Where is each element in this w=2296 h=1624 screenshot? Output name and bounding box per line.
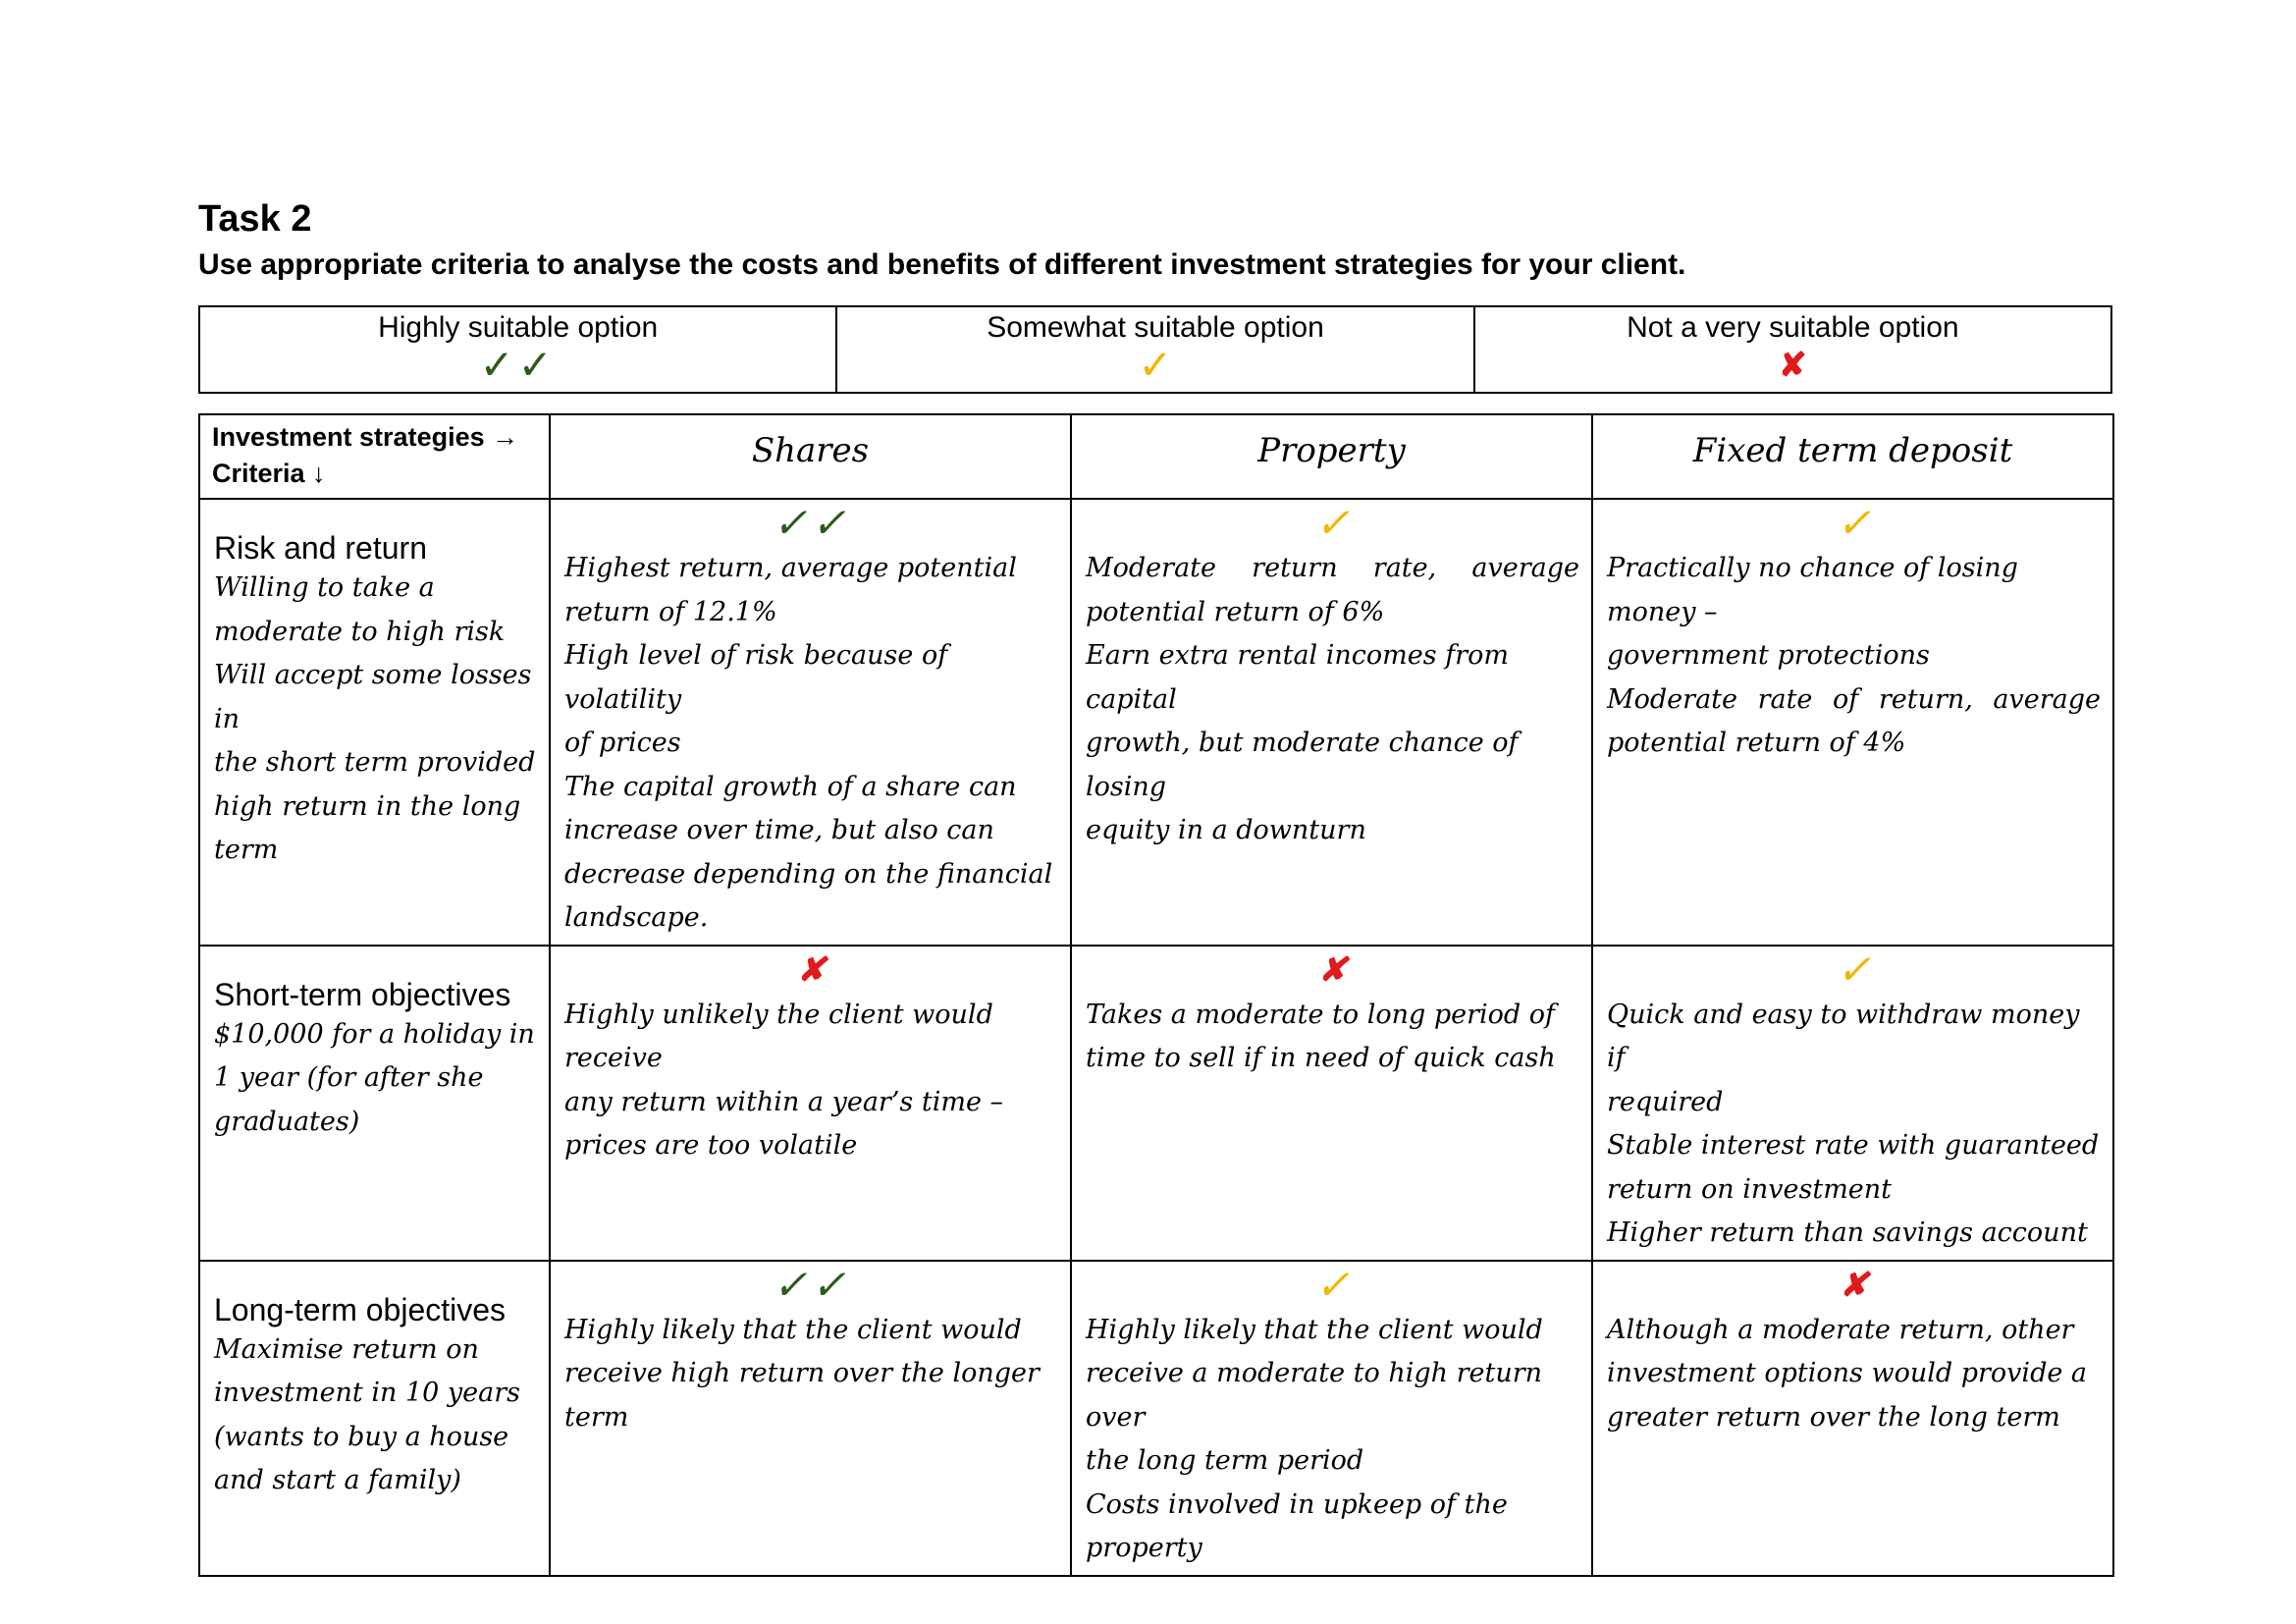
cell-text-line: The capital growth of a share can	[564, 771, 1017, 802]
criterion-description-line: Will accept some losses in	[214, 660, 532, 734]
cell-text-line: Earn extra rental incomes from capital	[1086, 640, 1509, 715]
table-row	[199, 946, 2113, 1261]
cell-text-line: Stable interest rate with guaranteed	[1607, 1130, 2100, 1161]
column-header-property: Property	[1071, 414, 1592, 499]
cell-text-line: Quick and easy to withdraw money if	[1607, 999, 2080, 1073]
legend-label: Highly suitable option	[378, 311, 659, 344]
cell-text-line: required	[1607, 1086, 1724, 1117]
legend-not-suitable	[1474, 306, 2111, 393]
cell-property-short-term	[1071, 946, 1592, 1261]
cell-text-line: potential return of 4%	[1607, 728, 1906, 758]
cell-text-line: any return within a year’s time –	[564, 1086, 1004, 1117]
cell-text-line: High level of risk because of volatility	[564, 640, 948, 715]
criterion-description-line: and start a family)	[214, 1465, 461, 1495]
check-icon: ✓	[1836, 499, 1872, 547]
cell-text-line: Although a moderate return, other	[1607, 1314, 2074, 1345]
cell-fixed-deposit-long-term	[1592, 1261, 2113, 1576]
cell-text-line: of prices	[564, 728, 681, 758]
criterion-risk-and-return	[199, 499, 550, 946]
cell-text-line: Higher return than savings account	[1607, 1218, 2088, 1248]
criterion-description-line: (wants to buy a house	[214, 1421, 509, 1452]
cell-shares-long-term	[550, 1261, 1071, 1576]
cell-property-long-term	[1071, 1261, 1592, 1576]
criterion-description-line: 1 year (for after she	[214, 1062, 484, 1093]
criterion-name: Long-term objectives	[214, 1291, 507, 1327]
cell-text-line: return on investment	[1607, 1173, 1893, 1205]
cross-icon: ✘	[797, 949, 826, 990]
double-check-icon: ✓✓	[479, 342, 557, 388]
criterion-description-line: Willing to take a	[214, 572, 435, 603]
table-corner-header	[199, 414, 550, 499]
criterion-description-line: graduates)	[214, 1106, 360, 1137]
task-instruction: Use appropriate criteria to analyse the costs and benefits of different investment strategies for your client.	[198, 248, 1686, 281]
cell-text-line: return of 12.1%	[564, 596, 777, 627]
cell-text-line: increase over time, but also can	[564, 815, 994, 845]
cross-icon: ✘	[1840, 1265, 1868, 1305]
corner-line-strategies: Investment strategies →	[212, 422, 519, 452]
cell-text-line: time to sell if in need of quick cash	[1086, 1043, 1556, 1073]
cell-text-line: receive high return over the longer	[564, 1358, 1040, 1388]
criterion-description-line: $10,000 for a holiday in	[214, 1018, 535, 1050]
cell-text-line: Moderate rate of return, average	[1607, 683, 2101, 715]
cell-text-line: Highest return, average potential	[564, 553, 1017, 583]
column-header-fixed-term-deposit: Fixed term deposit	[1592, 414, 2113, 499]
cell-text-line: greater return over the long term	[1607, 1401, 2060, 1433]
cell-text-line: Highly likely that the client would	[564, 1314, 1022, 1345]
check-icon: ✓	[1138, 342, 1173, 388]
rating-legend	[198, 305, 2112, 394]
cell-text-line: Costs involved in upkeep of the	[1086, 1489, 1508, 1520]
cell-text-line: government protections	[1607, 640, 1930, 671]
criterion-name: Short-term objectives	[214, 976, 511, 1012]
cell-text-line: Highly likely that the client would	[1086, 1314, 1543, 1345]
column-header-shares: Shares	[550, 414, 1071, 499]
cell-property-risk	[1071, 499, 1592, 946]
criterion-description-line: Maximise return on	[214, 1333, 479, 1365]
cell-text-line: Practically no chance of losing money –	[1607, 553, 2018, 627]
cell-shares-short-term	[550, 946, 1071, 1261]
criterion-description-line: the short term provided	[214, 747, 536, 778]
legend-highly-suitable	[199, 306, 836, 393]
criterion-description-line: high return in the long	[214, 790, 521, 822]
cell-text-line: landscape.	[564, 902, 709, 933]
cell-text-line: decrease depending on the financial	[564, 858, 1053, 890]
cell-text-line: Takes a moderate to long period of	[1086, 999, 1556, 1030]
cell-fixed-deposit-risk	[1592, 499, 2113, 946]
cell-text-line: property	[1086, 1533, 1202, 1563]
cell-shares-risk	[550, 499, 1071, 946]
criterion-description-line: term	[214, 835, 279, 865]
cell-text-line: term	[564, 1401, 629, 1433]
cell-text-line: the long term period	[1086, 1445, 1364, 1476]
cross-icon: ✘	[1318, 949, 1347, 990]
corner-line-criteria: Criteria ↓	[212, 459, 326, 488]
page-title: Task 2	[198, 198, 312, 240]
double-check-icon: ✓✓	[773, 1260, 850, 1309]
check-icon: ✓	[1314, 499, 1351, 547]
cell-text-line: prices are too volatile	[564, 1130, 858, 1161]
criterion-description-line: moderate to high risk	[214, 616, 506, 647]
legend-label: Somewhat suitable option	[987, 311, 1324, 344]
cell-text-line: receive a moderate to high return over	[1086, 1358, 1543, 1433]
cell-text-line: Highly unlikely the client would receive	[564, 999, 993, 1073]
check-icon: ✓	[1314, 1260, 1351, 1309]
cell-text-line: Moderate return rate, average	[1086, 553, 1579, 583]
check-icon: ✓	[1836, 945, 1872, 994]
criterion-name: Risk and return	[214, 530, 427, 566]
legend-somewhat-suitable	[836, 306, 1473, 393]
table-row	[199, 1261, 2113, 1576]
investment-analysis-table	[198, 413, 2114, 1577]
criterion-short-term-objectives	[199, 946, 550, 1261]
cross-icon: ✘	[1779, 347, 1807, 384]
cell-text-line: potential return of 6%	[1086, 596, 1385, 627]
cell-text-line: growth, but moderate chance of losing	[1086, 728, 1519, 802]
double-check-icon: ✓✓	[773, 499, 850, 547]
criterion-long-term-objectives	[199, 1261, 550, 1576]
criterion-description-line: investment in 10 years	[214, 1378, 521, 1408]
cell-text-line: equity in a downturn	[1086, 815, 1366, 845]
table-row	[199, 499, 2113, 946]
cell-fixed-deposit-short-term	[1592, 946, 2113, 1261]
legend-label: Not a very suitable option	[1627, 311, 1959, 344]
cell-text-line: investment options would provide a	[1607, 1358, 2088, 1388]
